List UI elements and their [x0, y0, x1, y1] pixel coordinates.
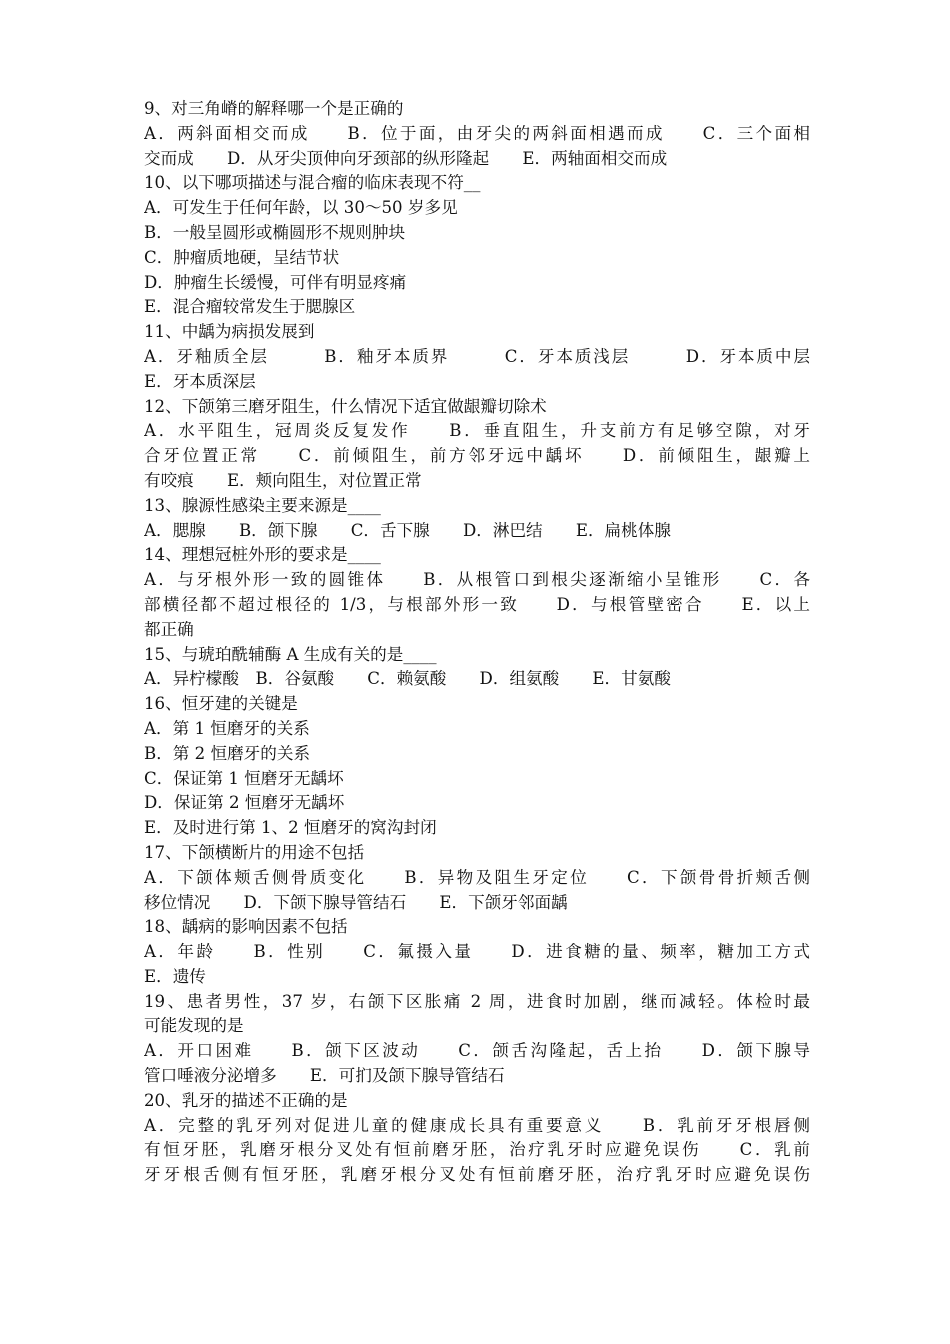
- text-line: 可能发现的是: [144, 1016, 244, 1036]
- text-line: D．肿瘤生长缓慢，可伴有明显疼痛: [144, 272, 407, 292]
- text-line: 18、龋病的影响因素不包括: [144, 917, 348, 937]
- text-line: D．保证第 2 恒磨牙无龋坏: [144, 793, 345, 813]
- text-line: A．腮腺 B．颌下腺 C．舌下腺 D．淋巴结 E．扁桃体腺: [144, 520, 671, 540]
- text-line: B．第 2 恒磨牙的关系: [144, 743, 311, 763]
- text-line: 15、与琥珀酰辅酶 A 生成有关的是____: [144, 644, 437, 664]
- text-line: 11、中龋为病损发展到: [144, 322, 315, 342]
- text-line: A．牙釉质全层 B．釉牙本质界 C．牙本质浅层 D．牙本质中层: [144, 346, 810, 366]
- text-line: A．可发生于任何年龄，以 30～50 岁多见: [144, 198, 458, 218]
- text-line: 12、下颌第三磨牙阻生，什么情况下适宜做龈瓣切除术: [144, 396, 547, 416]
- text-line: E．混合瘤较常发生于腮腺区: [144, 297, 356, 317]
- text-line: A．下颌体颊舌侧骨质变化 B．异物及阻生牙定位 C．下颌骨骨折颊舌侧: [144, 867, 810, 887]
- text-line: A．完整的乳牙列对促进儿童的健康成长具有重要意义 B．乳前牙牙根唇侧: [144, 1115, 810, 1135]
- text-line: 移位情况 D．下颌下腺导管结石 E．下颌牙邻面龋: [144, 892, 568, 912]
- text-line: E．遗传: [144, 966, 206, 986]
- text-line: 17、下颌横断片的用途不包括: [144, 842, 365, 862]
- text-line: 有咬痕 E．颊向阻生，对位置正常: [144, 470, 422, 490]
- text-line: C．保证第 1 恒磨牙无龋坏: [144, 768, 344, 788]
- text-line: 合牙位置正常 C．前倾阻生，前方邻牙远中龋坏 D．前倾阻生，龈瓣上: [144, 446, 810, 466]
- text-line: A．与牙根外形一致的圆锥体 B．从根管口到根尖逐渐缩小呈锥形 C．各: [144, 570, 810, 590]
- text-line: 牙牙根舌侧有恒牙胚，乳磨牙根分叉处有恒前磨牙胚，治疗乳牙时应避免误伤: [144, 1165, 810, 1185]
- text-line: 管口唾液分泌增多 E．可扪及颌下腺导管结石: [144, 1066, 505, 1086]
- text-line: 交而成 D．从牙尖顶伸向牙颈部的纵形隆起 E．两轴面相交而成: [144, 148, 668, 168]
- text-line: C．肿瘤质地硬，呈结节状: [144, 247, 340, 267]
- text-line: 都正确: [144, 619, 194, 639]
- text-line: A．第 1 恒磨牙的关系: [144, 718, 310, 738]
- text-line: 有恒牙胚，乳磨牙根分叉处有恒前磨牙胚，治疗乳牙时应避免误伤 C．乳前: [144, 1140, 810, 1160]
- document-page: [144, 97, 810, 1188]
- text-line: E．及时进行第 1、2 恒磨牙的窝沟封闭: [144, 818, 437, 838]
- text-line: 部横径都不超过根径的 1/3，与根部外形一致 D．与根管壁密合 E．以上: [144, 594, 810, 614]
- text-line: E．牙本质深层: [144, 371, 256, 391]
- text-line: A．两斜面相交而成 B．位于面，由牙尖的两斜面相遇而成 C．三个面相: [144, 123, 810, 143]
- text-line: 14、理想冠桩外形的要求是____: [144, 545, 381, 565]
- text-line: A．异柠檬酸 B．谷氨酸 C．赖氨酸 D．组氨酸 E．甘氨酸: [144, 669, 671, 689]
- text-line: 10、以下哪项描述与混合瘤的临床表现不符__: [144, 173, 481, 193]
- text-line: 9、对三角嵴的解释哪一个是正确的: [144, 99, 404, 118]
- text-line: 16、恒牙建的关键是: [144, 694, 298, 714]
- text-line: 19、患者男性，37 岁，右颌下区胀痛 2 周，进食时加剧，继而减轻。体检时最: [144, 991, 810, 1011]
- text-line: 13、腺源性感染主要来源是____: [144, 495, 381, 515]
- text-line: 20、乳牙的描述不正确的是: [144, 1090, 348, 1110]
- text-line: A．年龄 B．性别 C．氟摄入量 D．进食糖的量、频率，糖加工方式: [144, 942, 810, 962]
- text-line: A．水平阻生，冠周炎反复发作 B．垂直阻生，升支前方有足够空隙，对牙: [144, 421, 810, 441]
- text-line: B．一般呈圆形或椭圆形不规则肿块: [144, 222, 406, 242]
- text-line: A．开口困难 B．颌下区波动 C．颌舌沟隆起，舌上抬 D．颌下腺导: [144, 1041, 810, 1061]
